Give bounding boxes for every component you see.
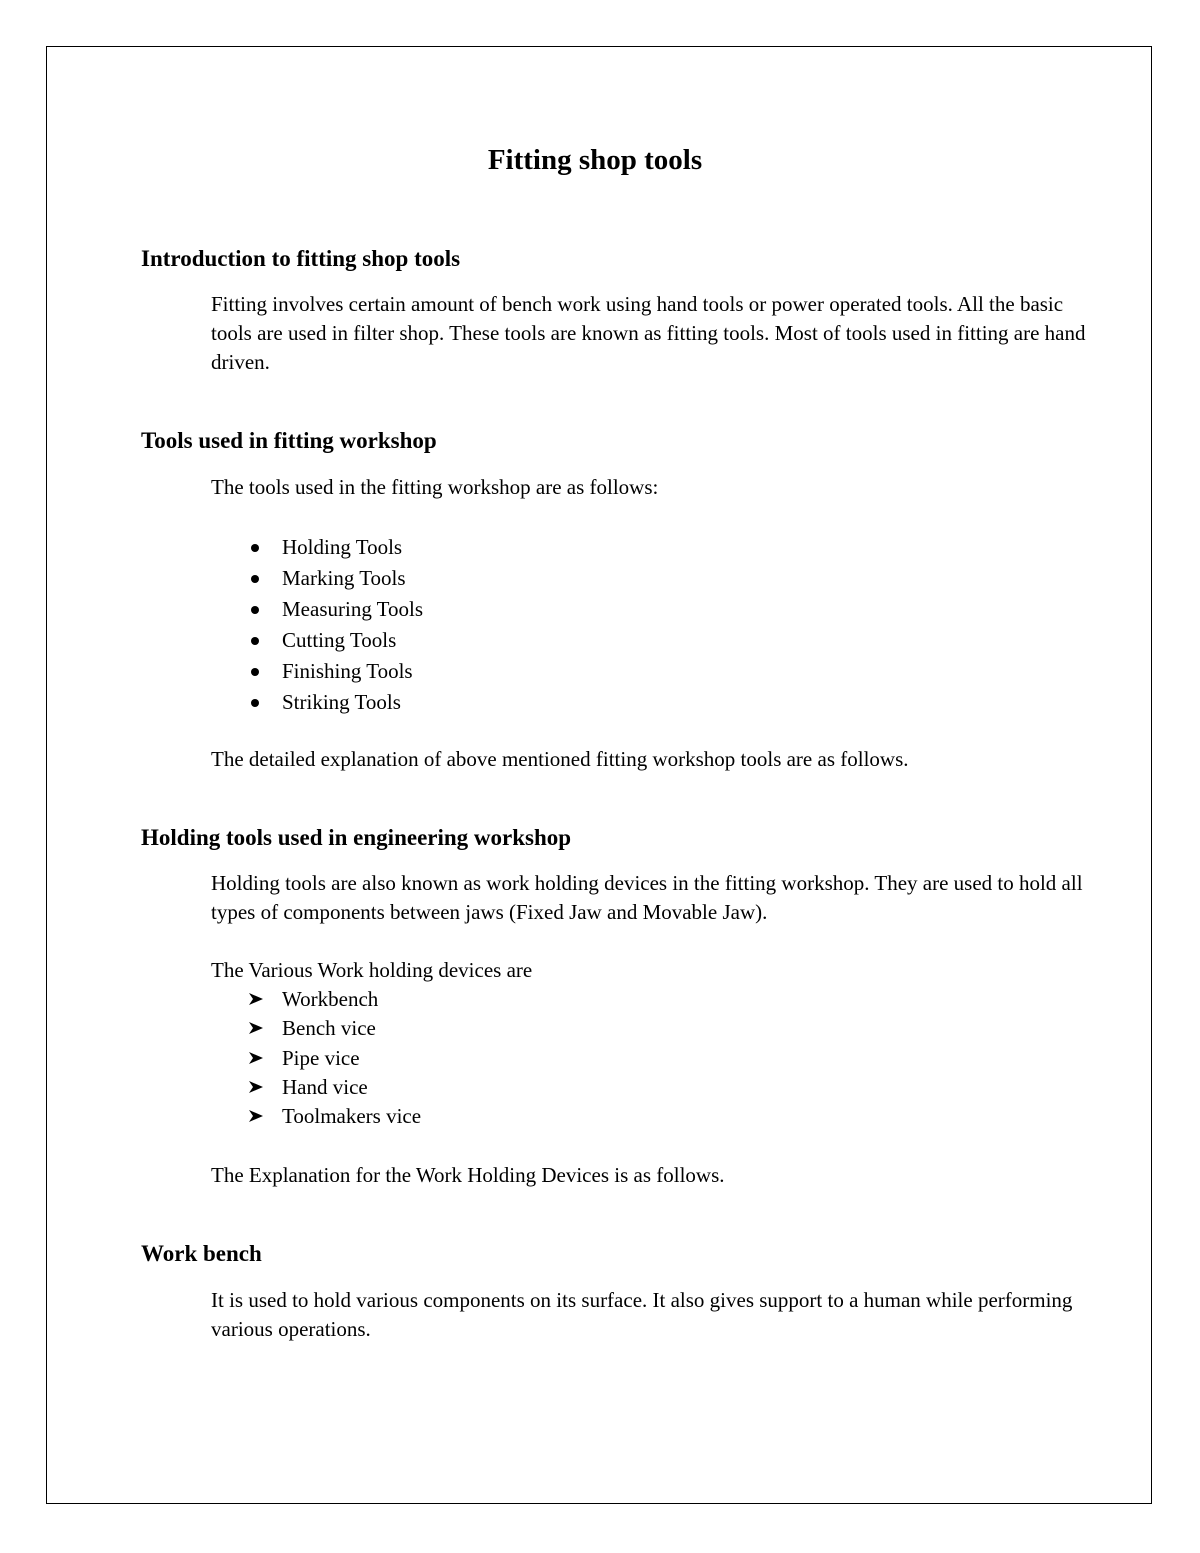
- tools-bullet-list: [211, 532, 423, 718]
- list-item: [211, 1014, 421, 1043]
- heading-tools-used: Tools used in fitting workshop: [141, 428, 437, 453]
- list-item: [211, 532, 423, 563]
- list-item-label: Pipe vice: [282, 1045, 360, 1070]
- bullet-icon: [251, 575, 259, 583]
- list-item-label: Finishing Tools: [282, 659, 413, 683]
- list-item-label: Cutting Tools: [282, 628, 397, 652]
- bullet-icon: [251, 668, 259, 676]
- arrow-bullet-icon: [248, 1109, 264, 1123]
- arrow-bullet-icon: [248, 1051, 264, 1065]
- bullet-icon: [251, 606, 259, 614]
- list-item: [211, 1044, 421, 1073]
- list-item-label: Toolmakers vice: [282, 1104, 422, 1129]
- paragraph-holding-tools: Holding tools are also known as work holding devices in the fitting workshop. They are used to hold all types of components between jaws (Fixed Jaw and Movable Jaw).: [211, 871, 1083, 924]
- list-item-label: Bench vice: [282, 1016, 376, 1041]
- list-item-label: Workbench: [282, 987, 379, 1011]
- heading-introduction: Introduction to fitting shop tools: [141, 246, 461, 271]
- list-item-label: Measuring Tools: [282, 597, 424, 621]
- list-item: [211, 1102, 421, 1131]
- heading-holding-tools: Holding tools used in engineering workshop: [141, 825, 572, 850]
- list-item: [211, 985, 421, 1014]
- paragraph-work-bench: It is used to hold various components on its surface. It also gives support to a human while performing various operations.: [211, 1288, 1073, 1341]
- list-item: [211, 625, 423, 656]
- paragraph-tools-outro: The detailed explanation of above mentioned fitting workshop tools are as follows.: [211, 747, 909, 771]
- paragraph-tools-intro: The tools used in the fitting workshop are as follows:: [211, 475, 659, 499]
- list-item-label: Holding Tools: [282, 535, 403, 559]
- paragraph-holding-intro: The Various Work holding devices are: [211, 958, 533, 982]
- bullet-icon: [251, 699, 259, 707]
- heading-work-bench: Work bench: [141, 1241, 262, 1266]
- paragraph-holding-outro: The Explanation for the Work Holding Devices is as follows.: [211, 1163, 725, 1187]
- arrow-bullet-icon: [248, 1021, 264, 1035]
- list-item: [211, 687, 423, 718]
- holding-devices-list: [211, 985, 421, 1131]
- paragraph-introduction: Fitting involves certain amount of bench work using hand tools or power operated tools. All the basic tools are used in filter shop. These tools are known as fitting tools. Most of tools used in fitting are hand driven.: [211, 292, 1086, 374]
- list-item-label: Marking Tools: [282, 566, 406, 590]
- list-item: [211, 656, 423, 687]
- bullet-icon: [251, 637, 259, 645]
- list-item-label: Striking Tools: [282, 690, 401, 714]
- arrow-bullet-icon: [248, 1080, 264, 1094]
- bullet-icon: [251, 544, 259, 552]
- list-item: [211, 1073, 421, 1102]
- document-title: Fitting shop tools: [487, 144, 703, 176]
- list-item: [211, 563, 423, 594]
- arrow-bullet-icon: [248, 992, 264, 1006]
- list-item-label: Hand vice: [282, 1074, 368, 1099]
- list-item: [211, 594, 423, 625]
